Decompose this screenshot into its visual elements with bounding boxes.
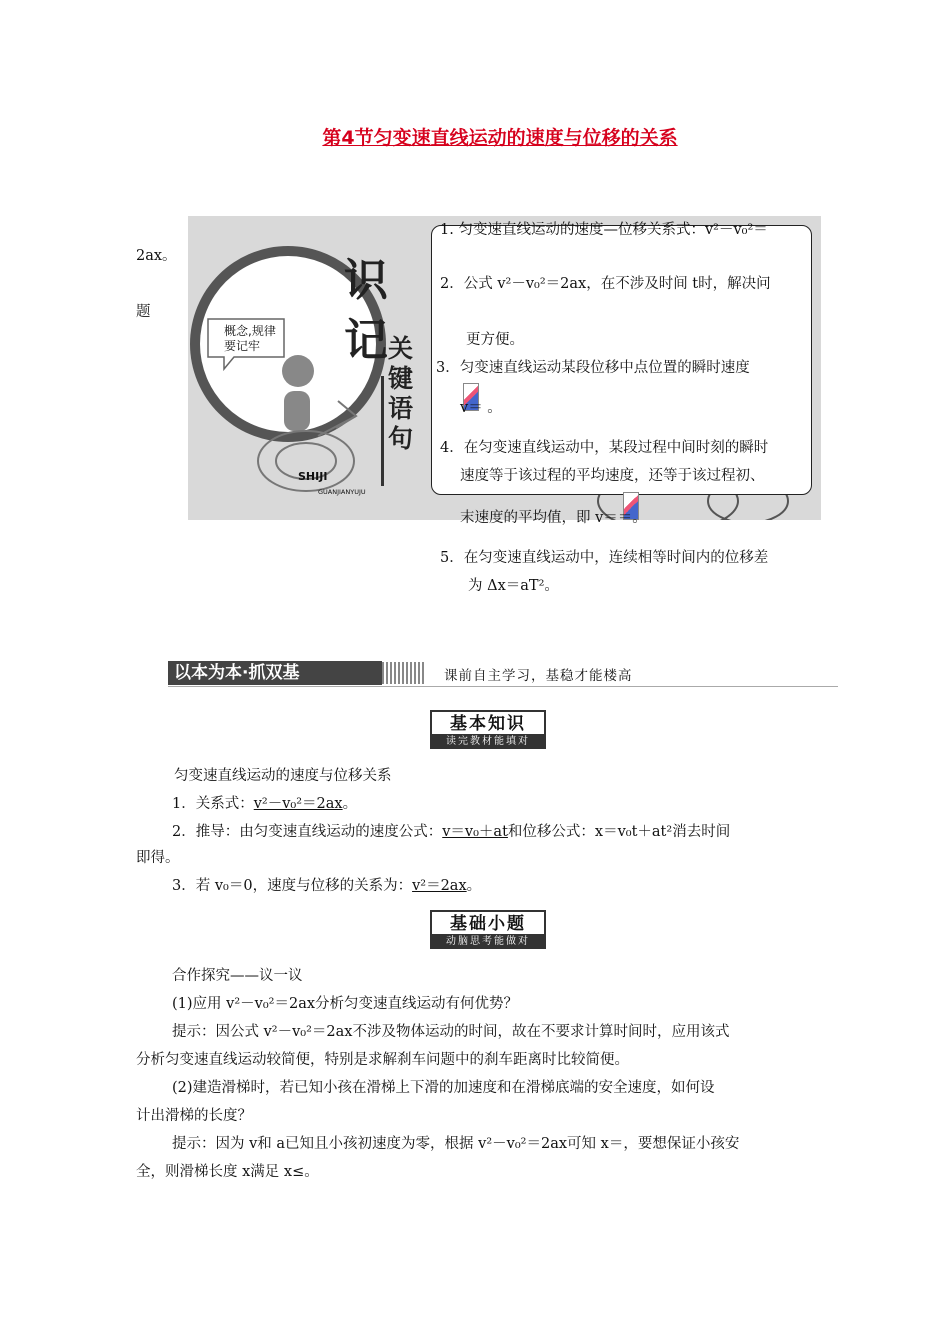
section-subtitle: 课前自主学习，基稳才能楼高 <box>444 668 633 684</box>
answer-1b: 分析匀变速直线运动较简便，特别是求解刹车问题中的刹车距离时比较简便。 <box>136 1052 629 1068</box>
key-point-1: 1. 匀变速直线运动的速度—位移关系式：v²－v₀²＝ <box>440 222 768 238</box>
label: 3．若 v₀＝0，速度与位移的关系为： <box>172 878 413 894</box>
answer: v²＝2ax <box>412 878 467 894</box>
big-char-ji: 记 <box>344 315 388 366</box>
basic-heading: 匀变速直线运动的速度与位移关系 <box>174 768 392 784</box>
badge-basic-knowledge <box>426 710 546 750</box>
punct: 。 <box>342 796 358 812</box>
key-point-1-wrap: 2ax。 <box>136 248 177 264</box>
label: 1．关系式： <box>172 796 254 812</box>
basic-line-3 <box>172 874 481 895</box>
page-title: 第4节匀变速直线运动的速度与位移的关系 <box>322 127 678 149</box>
key-point-2: 2．公式 v²－v₀²＝2ax，在不涉及时间 t时，解决问 <box>440 276 771 292</box>
text: 和位移公式：x＝v₀t＋at²消去时间 <box>507 824 731 840</box>
question-2b: 计出滑梯的长度？ <box>136 1108 252 1124</box>
big-char-shi: 识 <box>344 255 388 306</box>
key-point-4a: 4．在匀变速直线运动中，某段过程中间时刻的瞬时 <box>440 440 769 456</box>
key-point-3-formula: v＝ 。 <box>460 400 502 416</box>
explore-heading: 合作探究——议一议 <box>172 968 303 984</box>
badge-subtitle: 动脑思考能做对 <box>430 934 546 949</box>
badge-title: 基本知识 <box>430 710 546 736</box>
badge-basic-questions <box>426 910 546 950</box>
question-2a: (2)建造滑梯时，若已知小孩在滑梯上下滑的加速度和在滑梯底端的安全速度，如何设 <box>172 1080 715 1096</box>
key-point-2-wrap: 题 <box>136 304 151 320</box>
key-point-5b: 为 Δx＝aT²。 <box>468 578 559 594</box>
punct: 。 <box>466 878 482 894</box>
badge-subtitle: 读完教材能填对 <box>430 734 546 749</box>
basic-line-2 <box>172 820 730 841</box>
question-1: (1)应用 v²－v₀²＝2ax分析匀变速直线运动有何优势？ <box>172 996 519 1012</box>
label: 2．推导：由匀变速直线运动的速度公式： <box>172 824 443 840</box>
answer: v＝v₀＋at <box>442 824 508 840</box>
basic-line-1 <box>172 792 357 813</box>
answer-1a: 提示：因公式 v²－v₀²＝2ax不涉及物体运动的时间，故在不要求计算时间时，应用该式 <box>172 1024 730 1040</box>
key-point-4b: 速度等于该过程的平均速度，还等于该过程初、 <box>460 468 765 484</box>
key-point-4c: 末速度的平均值，即 v＝＝。 <box>460 510 647 526</box>
key-point-2-cont: 更方便。 <box>466 332 524 348</box>
guanjian-label: GUANJIANYUJU <box>318 488 366 496</box>
answer: v²－v₀²＝2ax <box>253 796 343 812</box>
shiji-label: SHIJI <box>298 470 328 483</box>
section-underline <box>168 686 838 687</box>
answer-2a: 提示：因为 v和 a已知且小孩初速度为零，根据 v²－v₀²＝2ax可知 x＝，要想保证小孩安 <box>172 1136 740 1152</box>
basic-line-2-wrap: 即得。 <box>136 850 180 866</box>
bubble-text: 概念,规律要记牢 <box>224 324 276 353</box>
key-point-3: 3．匀变速直线运动某段位移中点位置的瞬时速度 <box>436 360 750 376</box>
badge-title: 基础小题 <box>430 910 546 936</box>
key-point-5a: 5．在匀变速直线运动中，连续相等时间内的位移差 <box>440 550 769 566</box>
section-title: 以本为本·抓双基 <box>168 661 382 685</box>
answer-2b: 全，则滑梯长度 x满足 x≤。 <box>136 1164 319 1180</box>
vertical-heading: 关键语句 <box>388 334 414 453</box>
section-divider <box>382 662 424 684</box>
